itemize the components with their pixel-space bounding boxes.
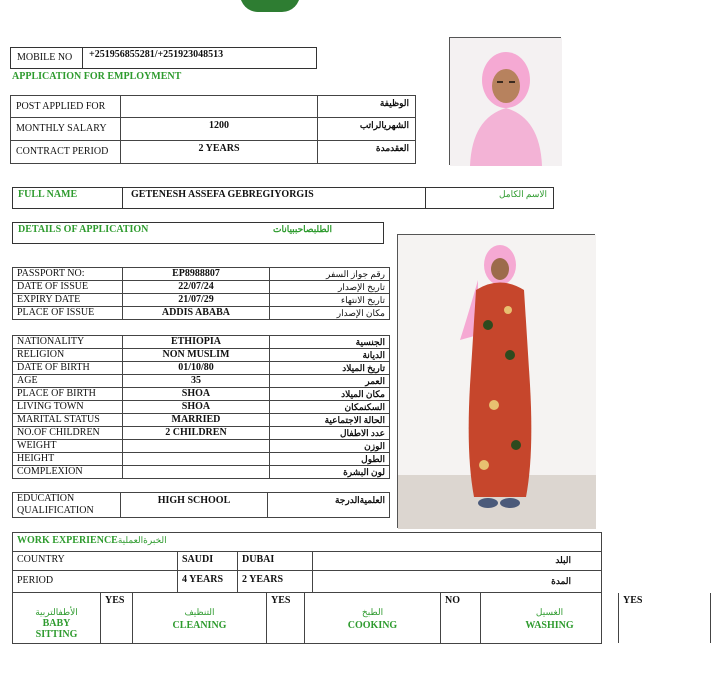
passport-label: PLACE OF ISSUE: [13, 307, 123, 320]
country-1: SAUDI: [177, 552, 237, 570]
personal-row: [13, 336, 390, 349]
personal-row: [13, 362, 390, 375]
skill-status: NO: [441, 593, 481, 643]
skill-name: BABY: [42, 618, 71, 629]
personal-label: NATIONALITY: [13, 336, 123, 349]
skill-status: YES: [267, 593, 305, 643]
mobile-label: MOBILE NO: [11, 48, 83, 68]
passport-value: 22/07/24: [122, 281, 270, 294]
personal-label: WEIGHT: [13, 440, 123, 453]
personal-value: 2 CHILDREN: [122, 427, 270, 440]
passport-value: EP8988807: [122, 268, 270, 281]
personal-row: [13, 401, 390, 414]
skill-name: WASHING: [525, 620, 574, 631]
period-label: PERIOD: [17, 575, 54, 586]
personal-row: [13, 466, 390, 479]
passport-value: 21/07/29: [122, 294, 270, 307]
skill-arabic: التنظيف: [184, 607, 215, 617]
personal-row: [13, 414, 390, 427]
personal-row: [13, 388, 390, 401]
personal-value: [122, 440, 270, 453]
header-logo: [240, 0, 300, 12]
job-value: 1200: [209, 120, 229, 131]
personal-arabic: السكنمكان: [270, 401, 390, 414]
education-value: HIGH SCHOOL: [157, 495, 231, 506]
period-1: 4 YEARS: [177, 571, 237, 592]
personal-arabic: مكان الميلاد: [270, 388, 390, 401]
job-row: [10, 118, 416, 141]
job-label: MONTHLY SALARY: [11, 118, 121, 140]
passport-label: PASSPORT NO:: [13, 268, 123, 281]
personal-value: NON MUSLIM: [122, 349, 270, 362]
skill-arabic: الغسيل: [535, 607, 564, 617]
passport-label: EXPIRY DATE: [13, 294, 123, 307]
skill-name: COOKING: [347, 620, 398, 631]
personal-arabic: الجنسية: [270, 336, 390, 349]
applicant-portrait-photo: [449, 37, 561, 165]
education-arabic: العلميةالدرجة: [334, 495, 385, 505]
details-arabic: الطلبصاحببيانات: [273, 224, 333, 234]
job-arabic: العقدمدة: [375, 143, 409, 153]
personal-arabic: العمر: [270, 375, 390, 388]
mobile-value: +251956855281/+251923048513: [89, 49, 224, 60]
personal-arabic: الطول: [270, 453, 390, 466]
passport-arabic: مكان الإصدار: [270, 307, 390, 320]
personal-value: SHOA: [122, 388, 270, 401]
personal-label: NO.OF CHILDREN: [13, 427, 123, 440]
country-2: DUBAI: [237, 552, 313, 570]
personal-label: COMPLEXION: [13, 466, 123, 479]
passport-value: ADDIS ABABA: [122, 307, 270, 320]
passport-row: [13, 268, 390, 281]
personal-value: 35: [122, 375, 270, 388]
personal-arabic: لون البشرة: [270, 466, 390, 479]
passport-table: [12, 267, 390, 320]
application-title: APPLICATION FOR EMPLOYMENT: [12, 71, 182, 82]
personal-label: PLACE OF BIRTH: [13, 388, 123, 401]
personal-label: RELIGION: [13, 349, 123, 362]
work-title-arabic: الخبرةالعملية: [117, 535, 167, 545]
passport-row: [13, 281, 390, 294]
personal-row: [13, 440, 390, 453]
personal-row: [13, 453, 390, 466]
period-arabic: المدة: [551, 576, 571, 586]
period-2: 2 YEARS: [237, 571, 313, 592]
skills-row: [13, 593, 643, 643]
work-title: WORK EXPERIENCE: [17, 535, 118, 546]
job-label: CONTRACT PERIOD: [11, 141, 121, 163]
applicant-full-body-photo: [397, 234, 595, 528]
personal-row: [13, 349, 390, 362]
period-row: [13, 571, 601, 593]
personal-arabic: الوزن: [270, 440, 390, 453]
passport-arabic: تاريخ الإصدار: [270, 281, 390, 294]
skill-arabic: الطبخ: [361, 607, 384, 617]
details-label: DETAILS OF APPLICATION: [18, 224, 149, 235]
details-header: [12, 222, 384, 244]
mobile-row: [10, 47, 317, 69]
personal-label: AGE: [13, 375, 123, 388]
personal-value: SHOA: [122, 401, 270, 414]
job-value: 2 YEARS: [198, 143, 240, 154]
job-row: [10, 141, 416, 164]
country-label: COUNTRY: [17, 554, 65, 565]
personal-value: [122, 453, 270, 466]
personal-table: [12, 335, 390, 479]
full-body-illustration: [398, 235, 596, 529]
skill-status: YES: [101, 593, 133, 643]
work-experience-section: [12, 532, 643, 644]
education-row: [12, 492, 390, 518]
job-arabic: الشهريالراتب: [359, 120, 409, 130]
personal-label: LIVING TOWN: [13, 401, 123, 414]
skill-cell: [133, 593, 267, 643]
skill-cell: [481, 593, 619, 643]
passport-label: DATE OF ISSUE: [13, 281, 123, 294]
skill-cell: [305, 593, 441, 643]
personal-row: [13, 375, 390, 388]
personal-arabic: الحالة الاجتماعية: [270, 414, 390, 427]
personal-value: 01/10/80: [122, 362, 270, 375]
job-row: [10, 95, 416, 118]
personal-arabic: الديانة: [270, 349, 390, 362]
skill-name: CLEANING: [172, 620, 227, 631]
education-label-1: EDUCATION: [17, 493, 75, 504]
personal-value: ETHIOPIA: [122, 336, 270, 349]
skill-arabic: الأطفالتربية: [35, 607, 78, 617]
country-row: [13, 551, 601, 571]
personal-value: MARRIED: [122, 414, 270, 427]
personal-label: MARITAL STATUS: [13, 414, 123, 427]
personal-arabic: عدد الاطفال: [270, 427, 390, 440]
work-title-row: [17, 535, 167, 546]
skill-name-2: SITTING: [35, 629, 78, 640]
skill-cell: [13, 593, 101, 643]
education-label-2: QUALIFICATION: [17, 505, 94, 516]
passport-arabic: تاريخ الانتهاء: [270, 294, 390, 307]
full-name-label: FULL NAME: [13, 188, 123, 208]
passport-row: [13, 307, 390, 320]
personal-row: [13, 427, 390, 440]
full-name-arabic: الاسم الكامل: [498, 189, 547, 199]
personal-label: HEIGHT: [13, 453, 123, 466]
passport-arabic: رقم جواز السفر: [270, 268, 390, 281]
passport-row: [13, 294, 390, 307]
job-arabic: الوظيفة: [379, 98, 409, 108]
skill-status: YES: [619, 593, 711, 643]
job-label: POST APPLIED FOR: [11, 96, 121, 118]
personal-arabic: تاريخ الميلاد: [270, 362, 390, 375]
full-name-row: [12, 187, 554, 209]
portrait-illustration: [450, 38, 562, 166]
personal-label: DATE OF BIRTH: [13, 362, 123, 375]
country-arabic: البلد: [555, 555, 571, 565]
full-name-value: GETENESH ASSEFA GEBREGIYORGIS: [131, 189, 314, 200]
personal-value: [122, 466, 270, 479]
